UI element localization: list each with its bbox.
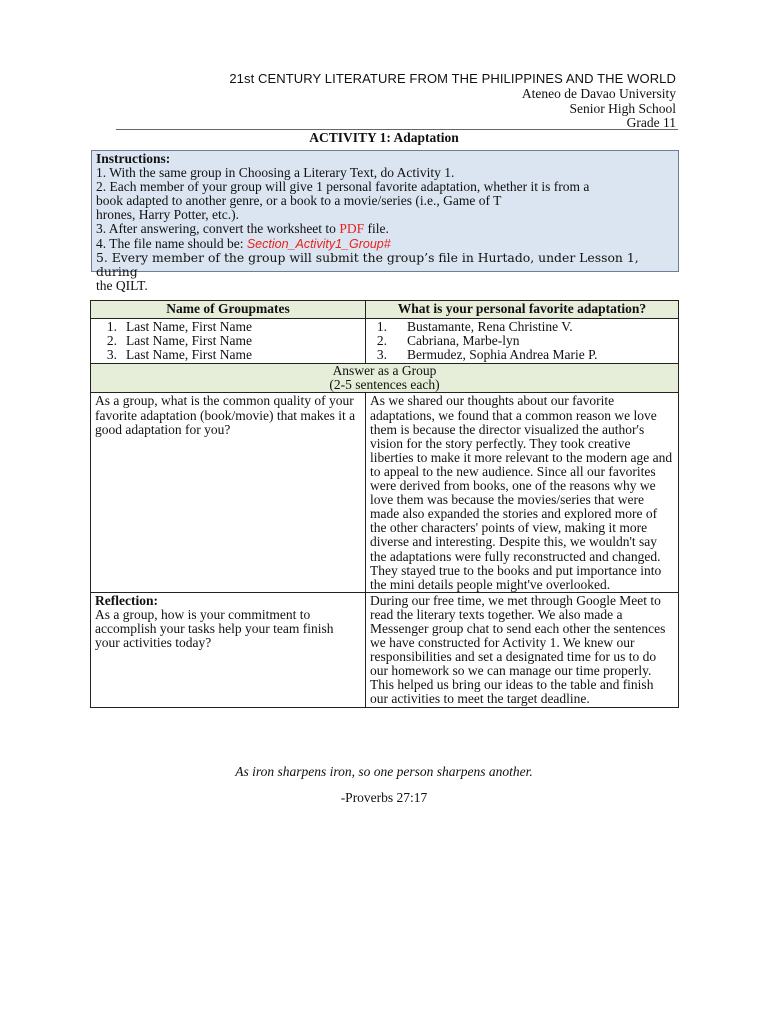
groupmates-column-header: Name of Groupmates bbox=[91, 301, 366, 319]
table-header-row bbox=[91, 301, 679, 319]
closing-quote: As iron sharpens iron, so one person sharpens another. bbox=[235, 764, 533, 779]
university-name: Ateneo de Davao University bbox=[521, 86, 676, 101]
school-name: Senior High School bbox=[569, 101, 676, 116]
activity-title: ACTIVITY 1: Adaptation bbox=[309, 130, 459, 145]
filename-format: Section_Activity1_Group# bbox=[246, 236, 391, 251]
adaptation-column-header: What is your personal favorite adaptation? bbox=[366, 301, 679, 319]
adaptations-list bbox=[366, 319, 679, 364]
answer-1: As we shared our thoughts about our favorite adaptations, we found that a common reason we love them is because the director visualized the author's vision for the story perfectly. They took creative liberties to make it more relevant to the modern age and to appeal to the new audience. Since all our favorites were derived from books, one of the reasons why we love them was because the movies/series that were made also expanded the stories and explored more of the other characters' points of view, making it more diverse and interesting. Despite this, we wouldn't say the adaptations were fully reconstructed and changed. They stayed true to the books and put importance into the mini details people might've overlooked. bbox=[366, 393, 679, 592]
instruction-2-line-b: book adapted to another genre, or a book to a movie/series (i.e., Game of T bbox=[96, 193, 502, 209]
answer-group-label: Answer as a Group bbox=[332, 363, 437, 379]
instruction-1: 1. With the same group in Choosing a Literary Text, do Activity 1. bbox=[96, 165, 455, 181]
instruction-3-text: 3. After answering, convert the worksheet to bbox=[96, 221, 340, 237]
reflection-heading: Reflection: bbox=[95, 592, 158, 608]
instruction-3 bbox=[96, 222, 674, 236]
instruction-2-line-c: hrones, Harry Potter, etc.). bbox=[96, 207, 240, 223]
list-item: 3. Bermudez, Sophia Andrea Marie P. bbox=[376, 347, 598, 363]
list-item: 1. Last Name, First Name bbox=[106, 319, 252, 334]
instructions-heading: Instructions: bbox=[96, 151, 171, 166]
reflection-question-cell bbox=[91, 592, 366, 707]
instruction-5-line-a: 5. Every member of the group will submit the group’s file in Hurtado, under Lesson 1, during bbox=[96, 249, 639, 279]
instruction-4 bbox=[96, 237, 674, 251]
list-item: 1. Bustamante, Rena Christine V. bbox=[376, 319, 573, 334]
groupmates-list bbox=[91, 319, 366, 364]
instructions-box bbox=[91, 150, 679, 293]
question-1: As a group, what is the common quality of your favorite adaptation (book/movie) that makes it a good adaptation for you? bbox=[91, 393, 366, 592]
grade-level: Grade 11 bbox=[626, 115, 676, 130]
answer-group-cell bbox=[91, 364, 679, 393]
reflection-row bbox=[91, 592, 679, 707]
pdf-label: PDF bbox=[339, 221, 365, 237]
answer-group-row bbox=[91, 364, 679, 393]
answer-group-note: (2-5 sentences each) bbox=[329, 377, 440, 393]
activity-table bbox=[90, 300, 679, 708]
quote-source: -Proverbs 27:17 bbox=[340, 790, 428, 805]
names-row bbox=[91, 319, 679, 364]
answer-2: During our free time, we met through Google Meet to read the literary texts together. We also made a Messenger group chat to send each other the sentences we have constructed for Activity 1. We knew our responsibilities and set a designated time for us to do our homework so we can manage our time properly. This helped us bring our ideas to the table and finish our activities to meet the target deadline. bbox=[366, 592, 679, 707]
question-1-row bbox=[91, 393, 679, 592]
instruction-5-line-b: the QILT. bbox=[96, 277, 148, 293]
instruction-3-end: file. bbox=[364, 221, 389, 237]
course-title: 21st CENTURY LITERATURE FROM THE PHILIPPINES AND THE WORLD bbox=[229, 71, 676, 86]
instruction-2-line-a: 2. Each member of your group will give 1 personal favorite adaptation, whether it is from a bbox=[96, 179, 590, 195]
list-item: 2. Cabriana, Marbe-lyn bbox=[376, 333, 520, 349]
list-item: 2. Last Name, First Name bbox=[106, 333, 252, 349]
instruction-4-text: 4. The file name should be: bbox=[96, 235, 247, 251]
list-item: 3. Last Name, First Name bbox=[106, 347, 252, 363]
question-2: As a group, how is your commitment to accomplish your tasks help your team finish your activities today? bbox=[95, 606, 334, 651]
